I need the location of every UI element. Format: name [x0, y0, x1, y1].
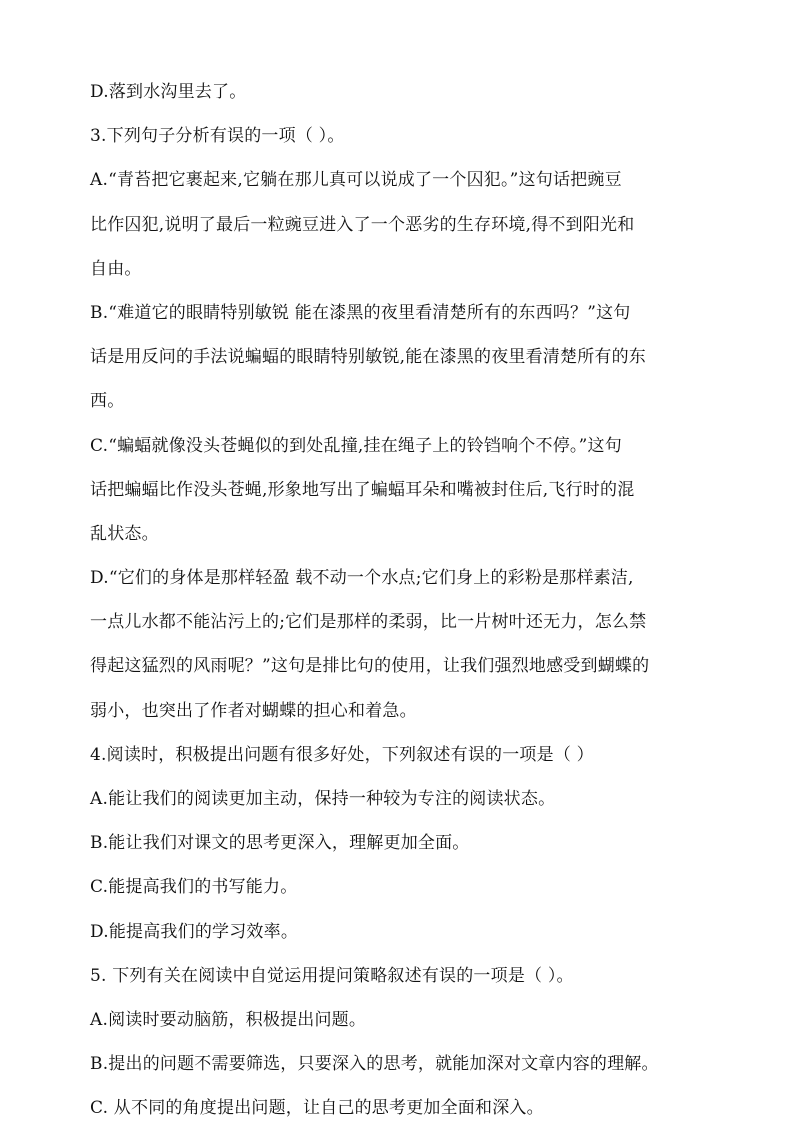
text-line: 话是用反问的手法说蝙蝠的眼睛特别敏锐,能在漆黑的夜里看清楚所有的东: [90, 347, 647, 368]
text-line: 自由。: [90, 258, 142, 279]
text-line: D.落到水沟里去了。: [90, 82, 247, 102]
text-line: 比作囚犯,说明了最后一粒豌豆进入了一个恶劣的生存环境,得不到阳光和: [90, 214, 635, 235]
text-line: A.能让我们的阅读更加主动，保持一种较为专注的阅读状态。: [90, 789, 556, 809]
text-line: D.“它们的身体是那样轻盈 载不动一个水点;它们身上的彩粉是那样素洁,: [90, 568, 634, 589]
text-line: A.阅读时要动脑筋，积极提出问题。: [90, 1009, 367, 1030]
text-line: B.提出的问题不需要筛选，只要深入的思考，就能加深对文章内容的理解。: [90, 1054, 659, 1075]
text-line: 西。: [90, 391, 125, 412]
text-line: 弱小，也突出了作者对蝴蝶的担心和着急。: [90, 700, 417, 721]
text-line: B.能让我们对课文的思考更深入，理解更加全面。: [90, 833, 470, 854]
text-line: D.能提高我们的学习效率。: [90, 921, 299, 942]
text-line: C.“蝙蝠就像没头苍蝇似的到处乱撞,挂在绳子上的铃铛响个不停。”这句: [90, 435, 622, 456]
text-line: 得起这猛烈的风雨呢？”这句是排比句的使用，让我们强烈地感受到蝴蝶的: [90, 656, 650, 677]
text-line: C. 从不同的角度提出问题，让自己的思考更加全面和深入。: [90, 1098, 544, 1119]
text-line: B.“难道它的眼睛特别敏锐 能在漆黑的夜里看清楚所有的东西吗？”这句: [90, 302, 631, 323]
question-3-stem: 3.下列句子分析有误的一项（ ）。: [90, 126, 345, 147]
text-line: 乱状态。: [90, 523, 159, 544]
question-4-stem: 4.阅读时，积极提出问题有很多好处，下列叙述有误的一项是（ ）: [90, 744, 594, 765]
question-5-stem: 5. 下列有关在阅读中自觉运用提问策略叙述有误的一项是（ ）。: [90, 965, 574, 986]
text-line: C.能提高我们的书写能力。: [90, 877, 298, 898]
text-line: 话把蝙蝠比作没头苍蝇,形象地写出了蝙蝠耳朵和嘴被封住后,飞行时的混: [90, 479, 635, 500]
text-line: A.“青苔把它裹起来,它躺在那儿真可以说成了一个囚犯。”这句话把豌豆: [90, 170, 622, 191]
text-line: 一点儿水都不能沾污上的;它们是那样的柔弱，比一片树叶还无力，怎么禁: [90, 612, 647, 633]
